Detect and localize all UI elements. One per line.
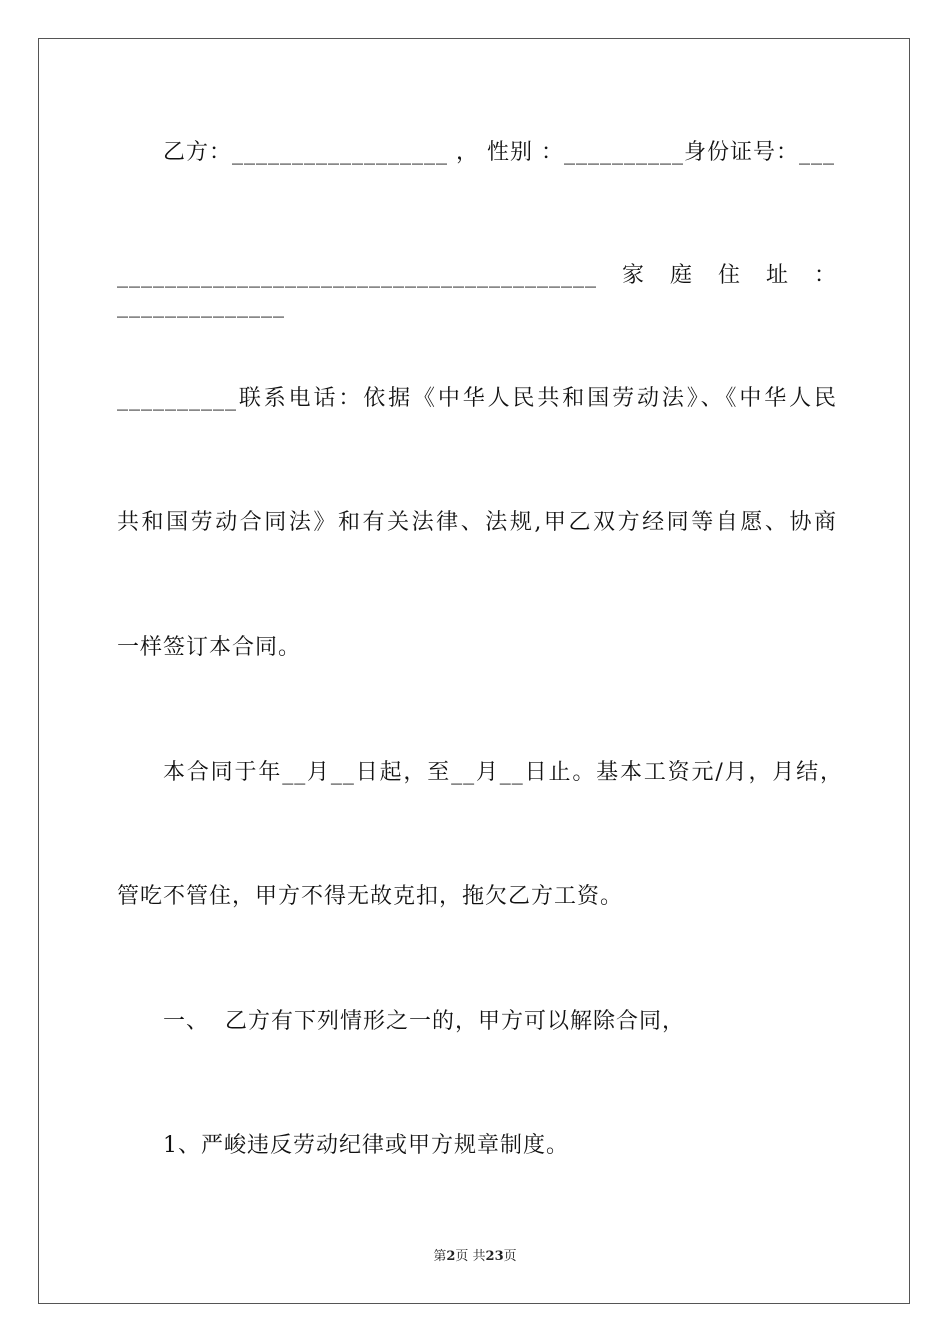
footer-suffix: 页 [503,1249,517,1264]
address-line: ________________________________________家庭住址：______________ [117,263,837,318]
sign-line: 一样签订本合同。 [117,635,302,660]
phone-line: __________联系电话：依据《中华人民共和国劳动法》、《中华人民 [117,386,837,411]
page-footer [0,1248,950,1266]
wage-line: 管吃不管住，甲方不得无故克扣，拖欠乙方工资。 [117,884,624,909]
page-border [38,38,910,1304]
law-basis-line: 共和国劳动合同法》和有关法律、法规,甲乙双方经同等自愿、协商 [117,510,837,535]
footer-total-pages: 23 [485,1249,504,1264]
term-line: 本合同于年__月__日起，至__月__日止。基本工资元/月，月结， [163,760,843,785]
footer-mid: 页 共 [455,1249,486,1264]
footer-prefix: 第 [433,1249,447,1264]
clause-one-item-1: 1、严峻违反劳动纪律或甲方规章制度。 [163,1133,569,1158]
party-b-line: 乙方：__________________ ， 性别 ：__________身份证号：___ [163,140,835,165]
clause-one-heading: 一、 乙方有下列情形之一的，甲方可以解除合同， [163,1009,685,1034]
footer-page-number: 2 [446,1249,456,1264]
